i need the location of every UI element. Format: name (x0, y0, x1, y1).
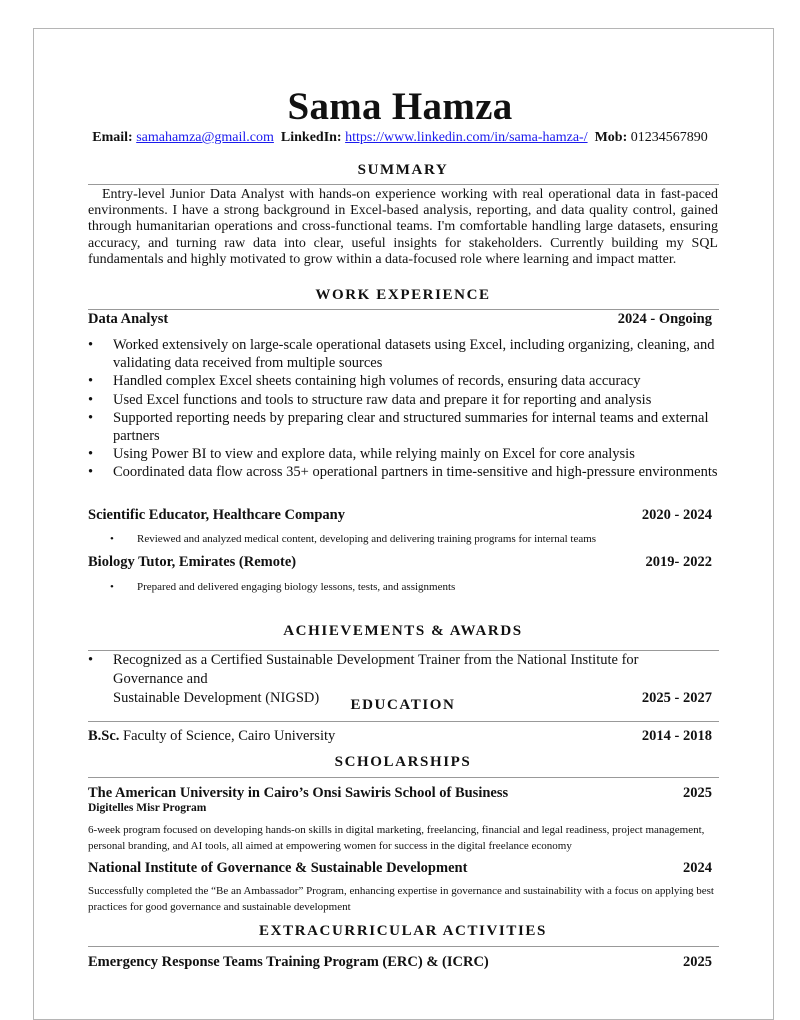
list-item: • Worked extensively on large-scale operational datasets using Excel, including organizing, cleaning, and validating data received from multiple sources (88, 337, 715, 372)
scholarship-title: National Institute of Governance & Sustainable Development (88, 860, 468, 876)
achievement-item: • Recognized as a Certified Sustainable Development Trainer from the National Institute for Governance and Sustainable Development (NIGSD) 2025 - 2027 (88, 652, 712, 706)
job-dates: 2019- 2022 (645, 554, 712, 570)
job-bullets (110, 533, 710, 545)
job-header (88, 507, 712, 524)
achievement-dates: 2025 - 2027 (641, 690, 712, 706)
scholarship-year: 2024 (683, 860, 712, 876)
candidate-name: Sama Hamza (287, 85, 513, 128)
job-title: Data Analyst (88, 311, 169, 327)
email-label: Email: (92, 130, 133, 145)
linkedin-label: LinkedIn: (280, 130, 342, 145)
scholarship-title: The American University in Cairo’s Onsi Sawiris School of Business (88, 785, 509, 801)
achievements-heading: ACHIEVEMENTS & AWARDS (283, 623, 523, 639)
scholarship-header (88, 860, 712, 877)
divider (88, 184, 719, 185)
list-item: • Coordinated data flow across 35+ operational partners in time-sensitive and high-pressure environments (88, 464, 718, 481)
summary-heading: SUMMARY (357, 162, 449, 178)
list-item: • Handled complex Excel sheets containing high volumes of records, ensuring data accuracy (88, 373, 641, 390)
activity-item (88, 954, 712, 971)
job-dates: 2020 - 2024 (641, 507, 712, 523)
scholarship-description: Successfully completed the “Be an Ambassador” Program, enhancing expertise in governance and sustainability with a focus on applying best practices for good governance and sustainable development (88, 885, 714, 913)
scholarship-subtitle: Digitelles Misr Program (88, 802, 207, 814)
scholarship-year: 2025 (683, 785, 712, 801)
school: Faculty of Science, Cairo University (123, 728, 336, 744)
list-item: • Using Power BI to view and explore data, while relying mainly on Excel for core analysis (88, 446, 635, 463)
list-item: • Supported reporting needs by preparing clear and structured summaries for internal teams and external partners (88, 409, 709, 445)
extracurricular-heading: EXTRACURRICULAR ACTIVITIES (259, 923, 547, 939)
contact-line (0, 130, 800, 146)
mob-number: 01234567890 (630, 130, 708, 145)
list-item: • Prepared and delivered engaging biology lessons, tests, and assignments (110, 581, 456, 593)
education-heading: EDUCATION (350, 697, 456, 713)
work-heading: WORK EXPERIENCE (315, 287, 491, 303)
job-header (88, 554, 712, 571)
divider (88, 946, 719, 947)
divider (88, 721, 719, 722)
mob-label: Mob: (594, 130, 628, 145)
divider (88, 309, 719, 310)
divider (88, 777, 719, 778)
scholarship-description: 6-week program focused on developing hands-on skills in digital marketing, freelancing, financial and legal readiness, project management, personal branding, and AI tools, all aimed at empowering women for success in the digital freelance economy (88, 824, 705, 852)
education-item (88, 728, 712, 745)
job-header (88, 311, 712, 328)
scholarships-heading: SCHOLARSHIPS (334, 754, 472, 770)
summary-text: Entry-level Junior Data Analyst with hands-on experience working with real operational data in fast-paced environments. I have a strong background in Excel-based analysis, reporting, and data quality control, gained through humanitarian operations and cross-functional teams. I'm comfortable handling large datasets, ensuring accuracy, and turning raw data into clear, useful insights for stakeholders. Currently building my SQL fundamentals and highly motivated to grow within a data-focused role where learning and impact matter. (88, 187, 718, 267)
education-dates: 2014 - 2018 (641, 728, 712, 744)
degree: B.Sc. (88, 728, 120, 744)
job-bullets (88, 336, 718, 482)
job-title: Scientific Educator, Healthcare Company (88, 507, 345, 523)
job-bullets (110, 581, 710, 593)
list-item: • Used Excel functions and tools to structure raw data and prepare it for reporting and analysis (88, 391, 652, 408)
job-title: Biology Tutor, Emirates (Remote) (88, 554, 297, 570)
job-dates: 2024 - Ongoing (617, 311, 712, 327)
activity-year: 2025 (683, 954, 712, 970)
activity-title: Emergency Response Teams Training Program (ERC) & (ICRC) (88, 954, 489, 970)
email-link[interactable]: samahamza@gmail.com (136, 130, 274, 145)
scholarship-header (88, 785, 712, 802)
list-item: • Reviewed and analyzed medical content, developing and delivering training programs for internal teams (110, 533, 597, 545)
linkedin-link[interactable]: https://www.linkedin.com/in/sama-hamza-/ (345, 130, 588, 145)
